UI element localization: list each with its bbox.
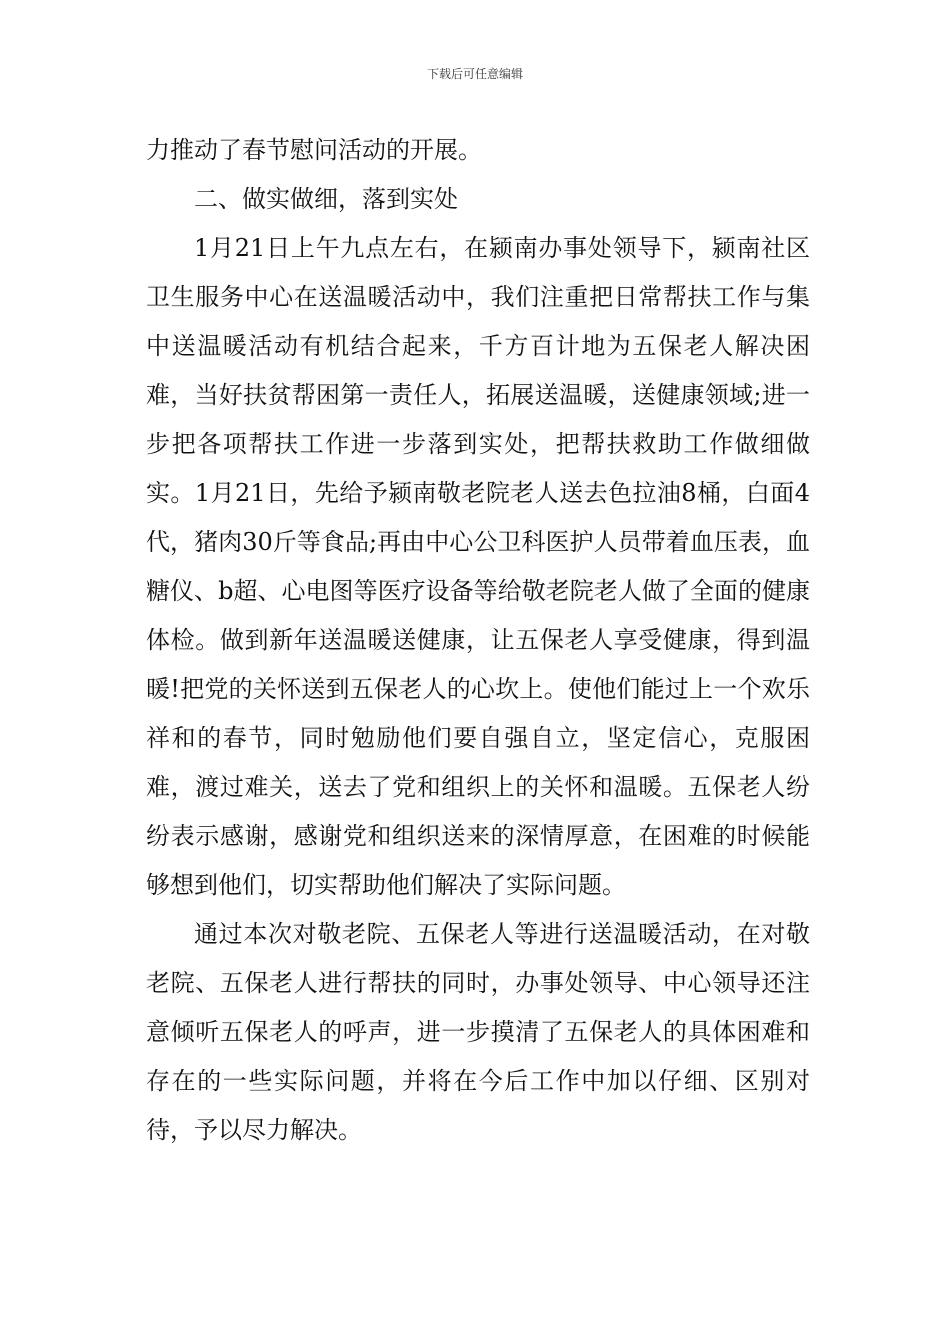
paragraph-continuation: 力推动了春节慰问活动的开展。 — [146, 136, 482, 164]
page-header-note: 下载后可任意编辑 — [426, 67, 523, 81]
paragraph-summary: 通过本次对敬老院、五保老人等进行送温暖活动，在对敬老院、五保老人进行帮扶的同时，办事处领导、中心领导还注意倾听五保老人的呼声，进一步摸清了五保老人的具体困难和存在的一些实际问题，并将在今后工作中加以仔细、区别对待，予以尽力解决。 — [146, 920, 810, 1144]
section-heading: 二、做实做细，落到实处 — [194, 185, 458, 213]
document-body — [146, 126, 810, 1155]
paragraph-activity-details: 1月21日上午九点左右，在颍南办事处领导下，颍南社区卫生服务中心在送温暖活动中，我们注重把日常帮扶工作与集中送温暖活动有机结合起来，千方百计地为五保老人解决困难，当好扶贫帮困第一责任人，拓展送温暖，送健康领域;进一步把各项帮扶工作进一步落到实处，把帮扶救助工作做细做实。1月21日，先给予颍南敬老院老人送去色拉油8桶，白面4代，猪肉30斤等食品;再由中心公卫科医护人员带着血压表，血糖仪、b超、心电图等医疗设备等给敬老院老人做了全面的健康体检。做到新年送温暖送健康，让五保老人享受健康，得到温暖!把党的关怀送到五保老人的心坎上。使他们能过上一个欢乐祥和的春节，同时勉励他们要自强自立，坚定信心，克服困难，渡过难关，送去了党和组织上的关怀和温暖。五保老人纷纷表示感谢，感谢党和组织送来的深情厚意，在困难的时候能够想到他们，切实帮助他们解决了实际问题。 — [146, 234, 810, 899]
